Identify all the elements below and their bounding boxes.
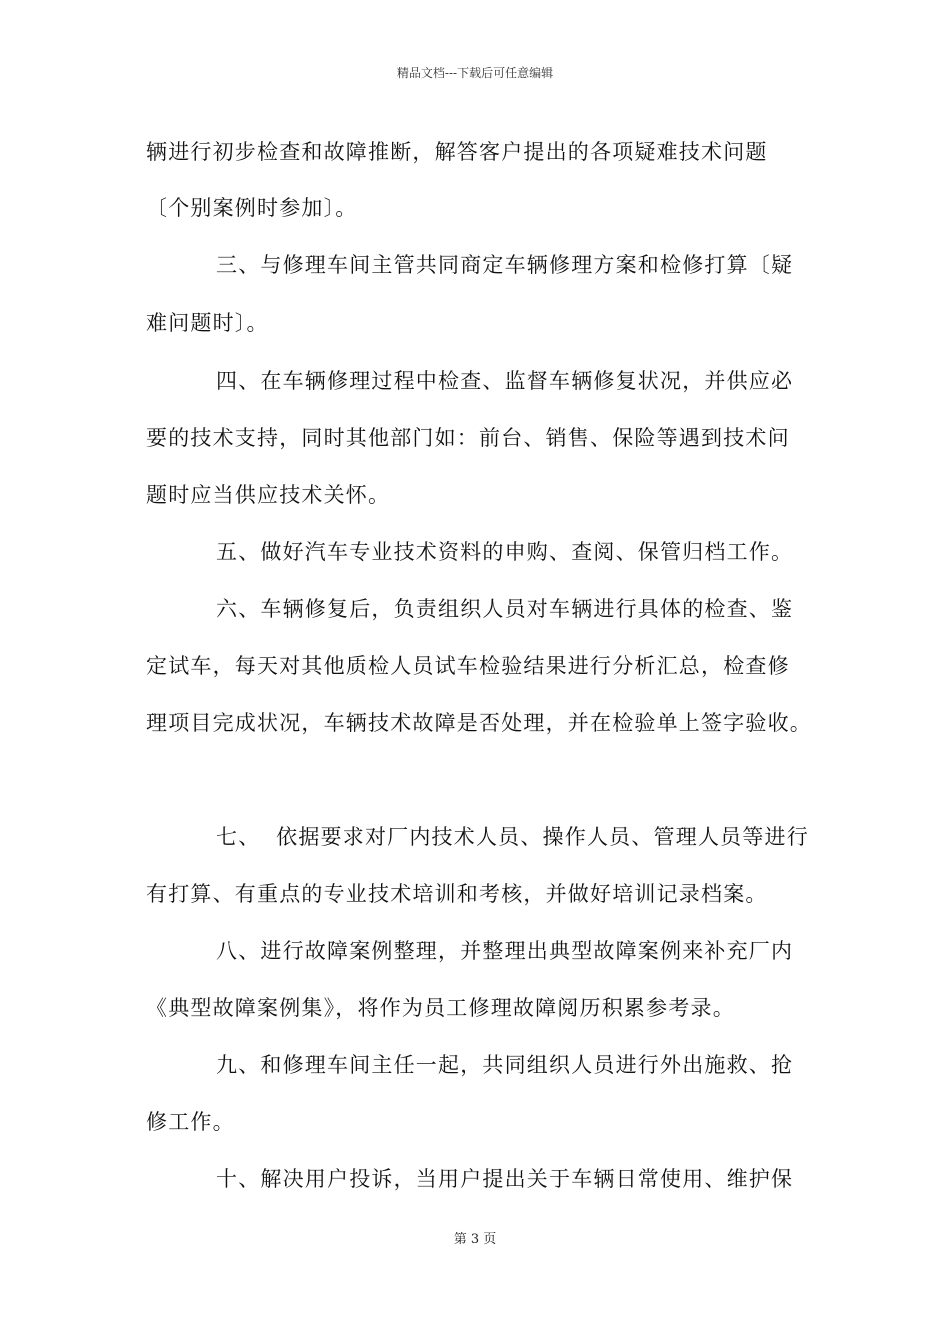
page-header: 精品文档---下载后可任意编辑 xyxy=(396,66,554,80)
paragraph-9-line: 九、和修理车间主任一起，共同组织人员进行外出施救、抢 xyxy=(216,1053,794,1077)
text-line: 修工作。 xyxy=(146,1110,235,1134)
text-line: 《典型故障案例集》，将作为员工修理故障阅历积累参考录。 xyxy=(146,996,735,1020)
text-line: 题时应当供应技术关怀。 xyxy=(146,483,391,507)
text-line: 有打算、有重点的专业技术培训和考核，并做好培训记录档案。 xyxy=(146,882,768,906)
text-line: 理项目完成状况，车辆技术故障是否处理，并在检验单上签字验收。 xyxy=(146,711,812,735)
paragraph-3-line: 三、与修理车间主管共同商定车辆修理方案和检修打算〔疑 xyxy=(216,253,794,277)
paragraph-8-line: 八、进行故障案例整理，并整理出典型故障案例来补充厂内 xyxy=(216,939,794,963)
page-number: 第 3 页 xyxy=(453,1232,497,1247)
paragraph-7-line: 七、 依据要求对厂内技术人员、操作人员、管理人员等进行 xyxy=(216,825,809,849)
text-line: 辆进行初步检查和故障推断，解答客户提出的各项疑难技术问题 xyxy=(146,140,768,164)
paragraph-4-line: 四、在车辆修理过程中检查、监督车辆修复状况，并供应必 xyxy=(216,369,794,393)
paragraph-10-line: 十、解决用户投诉，当用户提出关于车辆日常使用、维护保 xyxy=(216,1167,794,1191)
text-line: 难问题时〕。 xyxy=(146,311,269,335)
paragraph-5-line: 五、做好汽车专业技术资料的申购、查阅、保管归档工作。 xyxy=(216,540,794,564)
text-line: 定试车，每天对其他质检人员试车检验结果进行分析汇总，检查修 xyxy=(146,654,790,678)
text-line: 要的技术支持，同时其他部门如：前台、销售、保险等遇到技术问 xyxy=(146,426,790,450)
text-line: 〔个别案例时参加〕。 xyxy=(146,196,358,220)
paragraph-6-line: 六、车辆修复后，负责组织人员对车辆进行具体的检查、鉴 xyxy=(216,597,794,621)
